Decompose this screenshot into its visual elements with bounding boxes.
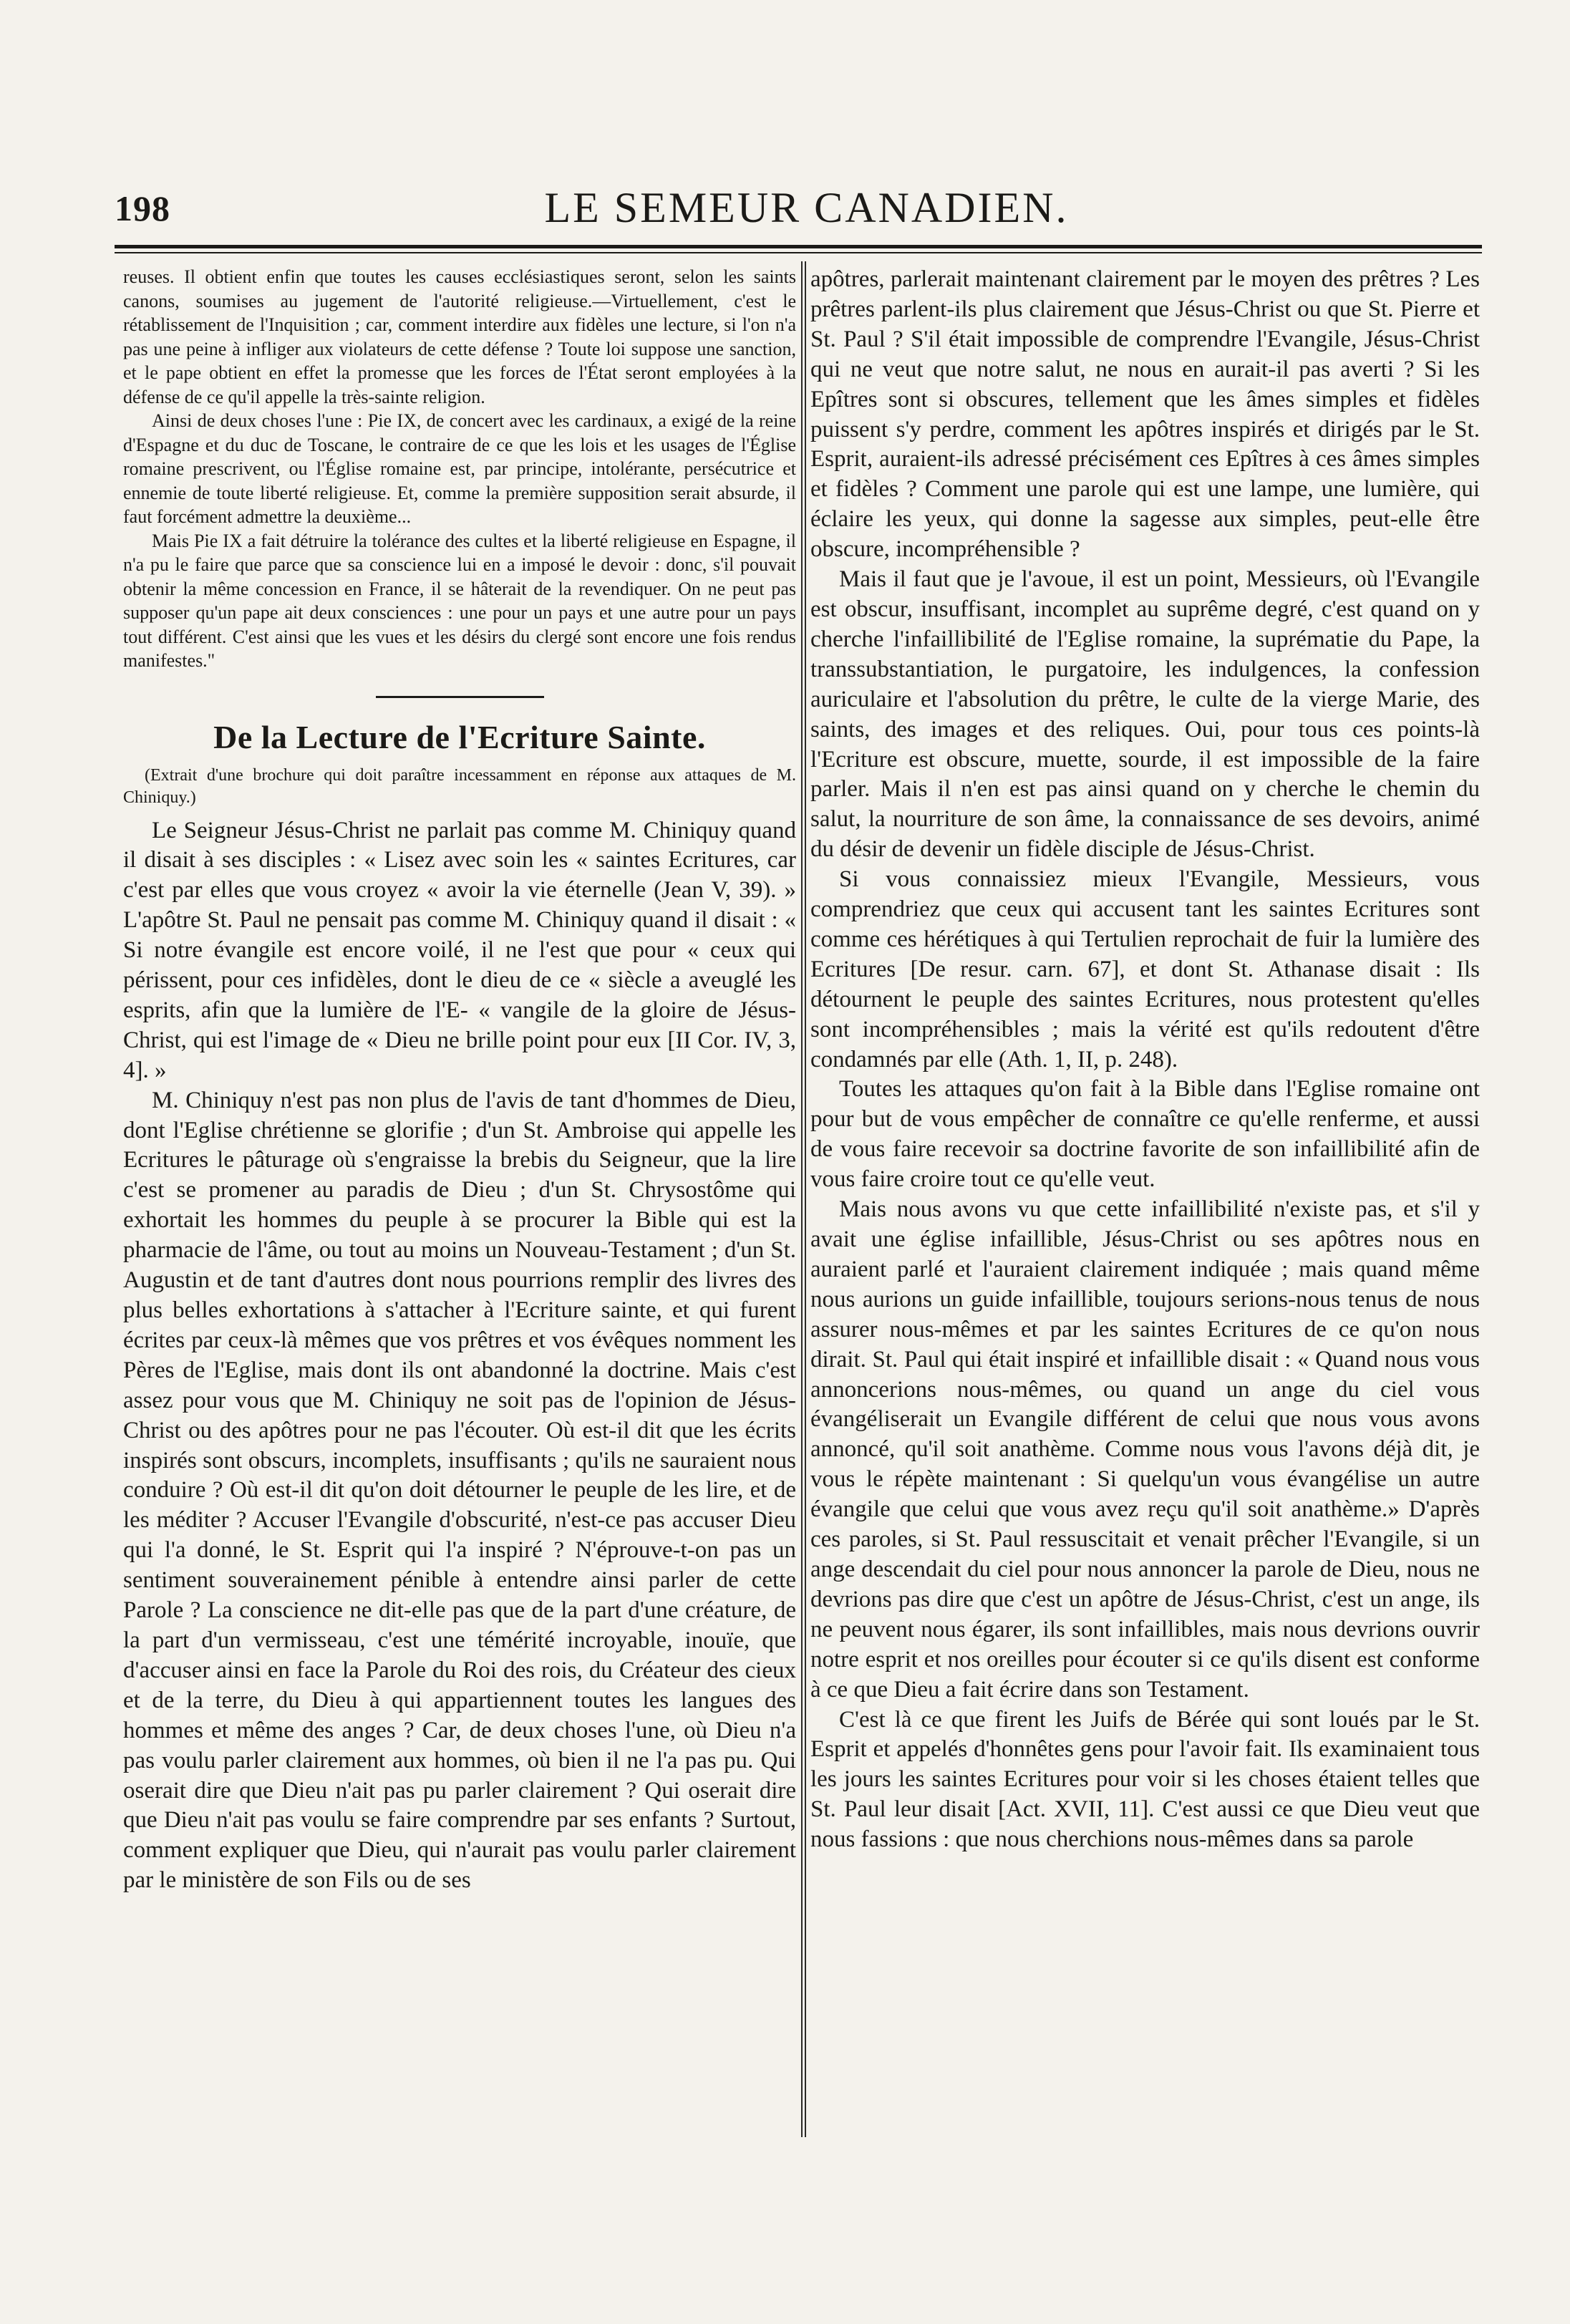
left-column (123, 265, 796, 1896)
section-separator (376, 696, 544, 698)
journal-title: LE SEMEUR CANADIEN. (544, 184, 1069, 231)
article-paragraph: M. Chiniquy n'est pas non plus de l'avis de tant d'hommes de Dieu, dont l'Eglise chrétienne se glorifie ; d'un St. Ambroise qui appelle les Ecritures le pâturage où s'engraisse la brebis du Seigneur, que la lire c'est se promener au paradis de Dieu ; d'un St. Chrysostôme qui exhortait les hommes du peuple à se procurer la Bible qui est la pharmacie de l'âme, ou tout au moins un Nouveau-Testament ; d'un St. Augustin et de tant d'autres dont nous pourrions remplir des livres des plus belles exhortations à s'attacher à l'Ecriture sainte, et qui furent écrites par ceux-là mêmes que vos prêtres et vos évêques nomment les Pères de l'Eglise, mais dont ils ont abandonné la doctrine. Mais c'est assez pour vous que M. Chiniquy ne soit pas de l'opinion de Jésus-Christ ou des apôtres pour ne pas l'écouter. Où est-il dit que les écrits inspirés sont obscurs, incomplets, insuffisants ; qu'ils ne sauraient nous conduire ? Où est-il dit qu'on doit détourner le peuple de les lire, et de les méditer ? Accuser l'Evangile d'obscurité, n'est-ce pas accuser Dieu qui l'a donné, le St. Esprit qui l'a inspiré ? N'éprouve-t-on pas un sentiment souverainement pénible à entendre ainsi parler de cette Parole ? La conscience ne dit-elle pas que de la part d'une créature, de la part d'un vermisseau, c'est une témérité incroyable, inouïe, que d'accuser ainsi en face la Parole du Roi des rois, du Créateur des cieux et de la terre, du Dieu à qui appartiennent toutes les langues des hommes et même des anges ? Car, de deux choses l'une, où Dieu n'a pas voulu parler clairement aux hommes, où bien il ne l'a pas pu. Qui oserait dire que Dieu n'ait pas pu parler clairement ? Qui oserait dire que Dieu n'ait pas voulu se faire comprendre par ses enfants ? Surtout, comment expliquer que Dieu, qui n'aurait pas voulu parler clairement par le ministère de son Fils ou de ses (123, 1087, 796, 1894)
header-rule (115, 245, 1482, 248)
small-paragraph: Mais Pie IX a fait détruire la tolérance des cultes et la liberté religieuse en Espagne, il n'a pu le faire que parce que sa conscience lui en a imposé le devoir : donc, s'il pouvait obtenir la même concession en France, il se hâterait de la revendiquer. On ne peut pas supposer qu'un pape ait deux consciences : une pour un pays et une autre pour un pays tout différent. C'est ainsi que les vues et les désirs du clergé sont encore une fois rendus manifestes." (123, 530, 796, 671)
article-paragraph: Le Seigneur Jésus-Christ ne parlait pas comme M. Chiniquy quand il disait à ses disciples : « Lisez avec soin les « saintes Ecritures, car c'est par elles que vous croyez « avoir la vie éternelle (Jean V, 39). » L'apôtre St. Paul ne pensait pas comme M. Chiniquy quand il disait : « Si notre évangile est encore voilé, il ne l'est que pour « ceux qui périssent, pour ces infidèles, dont le dieu de ce « siècle a aveuglé les esprits, afin que la lumière de l'E- « vangile de la gloire de Jésus-Christ, qui est l'image de « Dieu ne brille point pour eux [II Cor. IV, 3, 4]. » (123, 817, 796, 1083)
section-title: De la Lecture de l'Ecriture Sainte. (213, 718, 706, 755)
article-paragraph: apôtres, parlerait maintenant clairement par le moyen des prêtres ? Les prêtres parlent-ils plus clairement que Jésus-Christ ou que St. Pierre et St. Paul ? S'il était impossible de comprendre l'Evangile, Jésus-Christ qui ne veut que notre salut, ne nous en aurait-il pas averti ? Si les Epîtres sont si obscures, tellement que les âmes simples et fidèles puissent s'y perdre, comment les apôtres inspirés et dirigés par le St. Esprit, auraient-ils adressé précisément ces Epîtres à ces âmes simples et fidèles ? Comment une parole qui est une lampe, une lumière, qui éclaire les yeux, qui donne la sagesse aux simples, peut-elle être obscure, incompréhensible ? (810, 266, 1480, 563)
article-paragraph: Toutes les attaques qu'on fait à la Bible dans l'Eglise romaine ont pour but de vous empêcher de connaître ce qu'elle renferme, et aussi de vous faire recevoir sa doctrine favorite de son infaillibilité afin de vous faire croire tout ce qu'elle veut. (810, 1076, 1480, 1193)
section-note: (Extrait d'une brochure qui doit paraître incessamment en réponse aux attaques de M. Chiniquy.) (123, 765, 796, 807)
header-rule-thin (115, 252, 1482, 253)
article-paragraph: Si vous connaissiez mieux l'Evangile, Messieurs, vous comprendriez que ceux qui accusent tant les saintes Ecritures sont comme ces hérétiques à qui Tertulien reprochait de fuir la lumière des Ecritures [De resur. carn. 67], et dont St. Athanase disait : Ils détournent le peuple des saintes Ecritures, nous protestent qu'elles sont incompréhensibles ; mais la vérité est qu'ils redoutent d'être condamnés par elle (Ath. 1, II, p. 248). (810, 866, 1480, 1073)
column-divider (801, 261, 803, 2137)
page-number: 198 (115, 188, 170, 228)
small-paragraph: Ainsi de deux choses l'une : Pie IX, de concert avec les cardinaux, a exigé de la reine d'Espagne et du duc de Toscane, le contraire de ce que les lois et les usages de l'Église romaine prescrivent, ou l'Église romaine est, par principe, intolérante, persécutrice et ennemie de toute liberté religieuse. Et, comme la première supposition serait absurde, il faut forcément admettre la deuxième... (123, 410, 796, 527)
article-paragraph: Mais il faut que je l'avoue, il est un point, Messieurs, où l'Evangile est obscur, insuffisant, incomplet au suprême degré, c'est quand on y cherche l'infaillibilité de l'Eglise romaine, la suprématie du Pape, la transsubstantiation, le purgatoire, les indulgences, la confession auriculaire et l'absolution du prêtre, le culte de la vierge Marie, des saints, des images et des reliques. Oui, pour tous ces points-là l'Ecriture est obscure, muette, sourde, il est impossible de la faire parler. Mais il n'en est pas ainsi quand on y cherche le chemin du salut, la nourriture de son âme, la connaissance de ses devoirs, animé du désir de devenir un fidèle disciple de Jésus-Christ. (810, 566, 1480, 863)
article-paragraph: C'est là ce que firent les Juifs de Bérée qui sont loués par le St. Esprit et appelés d'honnêtes gens pour l'avoir fait. Ils examinaient tous les jours les saintes Ecritures pour voir si les choses étaient telles que St. Paul leur disait [Act. XVII, 11]. C'est aussi ce que Dieu veut que nous fassions : que nous cherchions nous-mêmes dans sa parole (810, 1706, 1480, 1853)
column-divider-double (805, 261, 806, 2137)
small-paragraph: reuses. Il obtient enfin que toutes les causes ecclésiastiques seront, selon les saints canons, soumises au jugement de l'autorité religieuse.—Virtuellement, c'est le rétablissement de l'Inquisition ; car, comment interdire aux fidèles une lecture, si l'on n'a pas une peine à infliger aux violateurs de cette défense ? Toute loi suppose une sanction, et le pape obtient en effet la promesse que les forces de l'État seront employées à la défense de ce qu'il appelle la très-sainte religion. (123, 266, 796, 407)
right-column (810, 265, 1480, 1855)
article-paragraph: Mais nous avons vu que cette infaillibilité n'existe pas, et s'il y avait une église infaillible, Jésus-Christ ou ses apôtres nous en auraient parlé et l'auraient clairement indiquée ; mais quand même nous aurions un guide infaillible, toujours serions-nous tenus de nous assurer nous-mêmes et par les saintes Ecritures de ce qu'on nous dirait. St. Paul qui était inspiré et infaillible disait : « Quand nous vous annoncerions nous-mêmes, ou quand un ange du ciel vous évangéliserait un Evangile différent de celui que nous vous avons annoncé, qu'il soit anathème. Comme nous vous l'avons déjà dit, je vous le répète maintenant : Si quelqu'un vous évangélise un autre évangile que celui que vous avez reçu qu'il soit anathème.» D'après ces paroles, si St. Paul ressuscitait et venait prêcher l'Evangile, si un ange descendait du ciel pour nous annoncer la parole de Dieu, nous ne devrions pas dire que c'est un apôtre de Jésus-Christ, c'est un ange, ils ne peuvent nous égarer, ils sont infaillibles, mais nous devrions ouvrir notre esprit et nos oreilles pour écouter si ce qu'ils disent est conforme à ce que Dieu a fait écrire dans son Testament. (810, 1196, 1480, 1703)
